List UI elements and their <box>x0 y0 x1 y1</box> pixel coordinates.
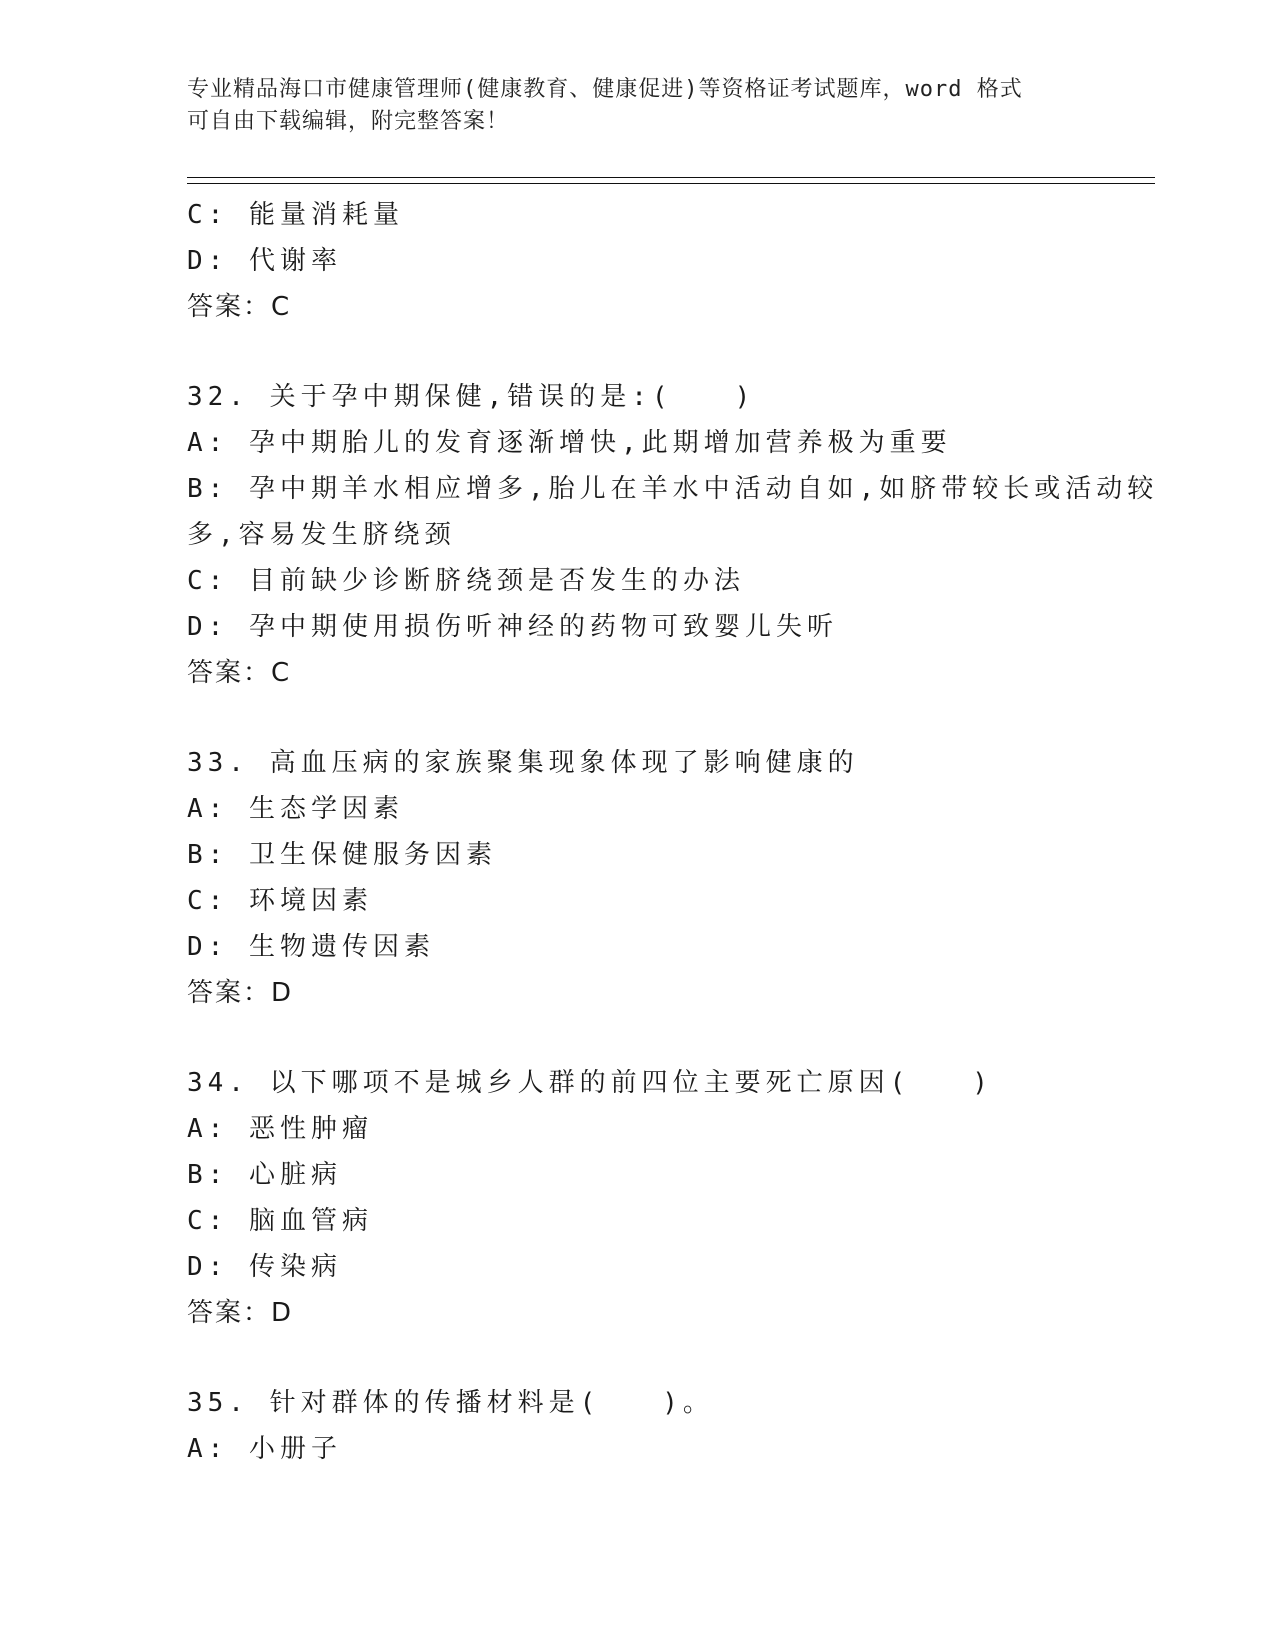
option-b: B: 心脏病 <box>187 1160 342 1190</box>
document-body <box>187 192 1159 1472</box>
option-c: C: 目前缺少诊断脐绕颈是否发生的办法 <box>187 566 745 596</box>
option-b: B: 孕中期羊水相应增多,胎儿在羊水中活动自如,如脐带较长或活动较 <box>187 474 1159 504</box>
answer-line: 答案：C <box>187 292 292 322</box>
answer-line: 答案：D <box>187 1298 294 1328</box>
question-32 <box>187 374 1159 696</box>
option-b-continued: 多,容易发生脐绕颈 <box>187 520 456 550</box>
question-stem: 33. 高血压病的家族聚集现象体现了影响健康的 <box>187 748 859 778</box>
question-34 <box>187 1060 1087 1336</box>
question-33 <box>187 740 1087 1016</box>
option-c: C: 脑血管病 <box>187 1206 373 1236</box>
answer-line: 答案：C <box>187 658 292 688</box>
option-d: D: 传染病 <box>187 1252 342 1282</box>
answer-line: 答案：D <box>187 978 294 1008</box>
question-stem: 34. 以下哪项不是城乡人群的前四位主要死亡原因( ) <box>187 1068 993 1098</box>
header-line-2: 可自由下载编辑，附完整答案！ <box>187 109 510 134</box>
option-a: A: 小册子 <box>187 1434 342 1464</box>
option-a: A: 生态学因素 <box>187 794 404 824</box>
option-b: B: 卫生保健服务因素 <box>187 840 497 870</box>
header-line-1: 专业精品海口市健康管理师(健康教育、健康促进)等资格证考试题库，word 格式 <box>187 77 1023 102</box>
option-a: A: 孕中期胎儿的发育逐渐增快,此期增加营养极为重要 <box>187 428 952 458</box>
question-stem: 32. 关于孕中期保健,错误的是:( ) <box>187 382 756 412</box>
option-c: C: 能量消耗量 <box>187 200 404 230</box>
option-d: D: 孕中期使用损伤听神经的药物可致婴儿失听 <box>187 612 838 642</box>
option-c: C: 环境因素 <box>187 886 373 916</box>
document-header <box>187 74 1087 138</box>
question-35 <box>187 1380 1087 1472</box>
option-d: D: 代谢率 <box>187 246 342 276</box>
header-rule-bottom <box>187 183 1155 184</box>
option-d: D: 生物遗传因素 <box>187 932 435 962</box>
option-a: A: 恶性肿瘤 <box>187 1114 373 1144</box>
header-rule-top <box>187 177 1155 178</box>
question-stem: 35. 针对群体的传播材料是( )。 <box>187 1388 714 1418</box>
